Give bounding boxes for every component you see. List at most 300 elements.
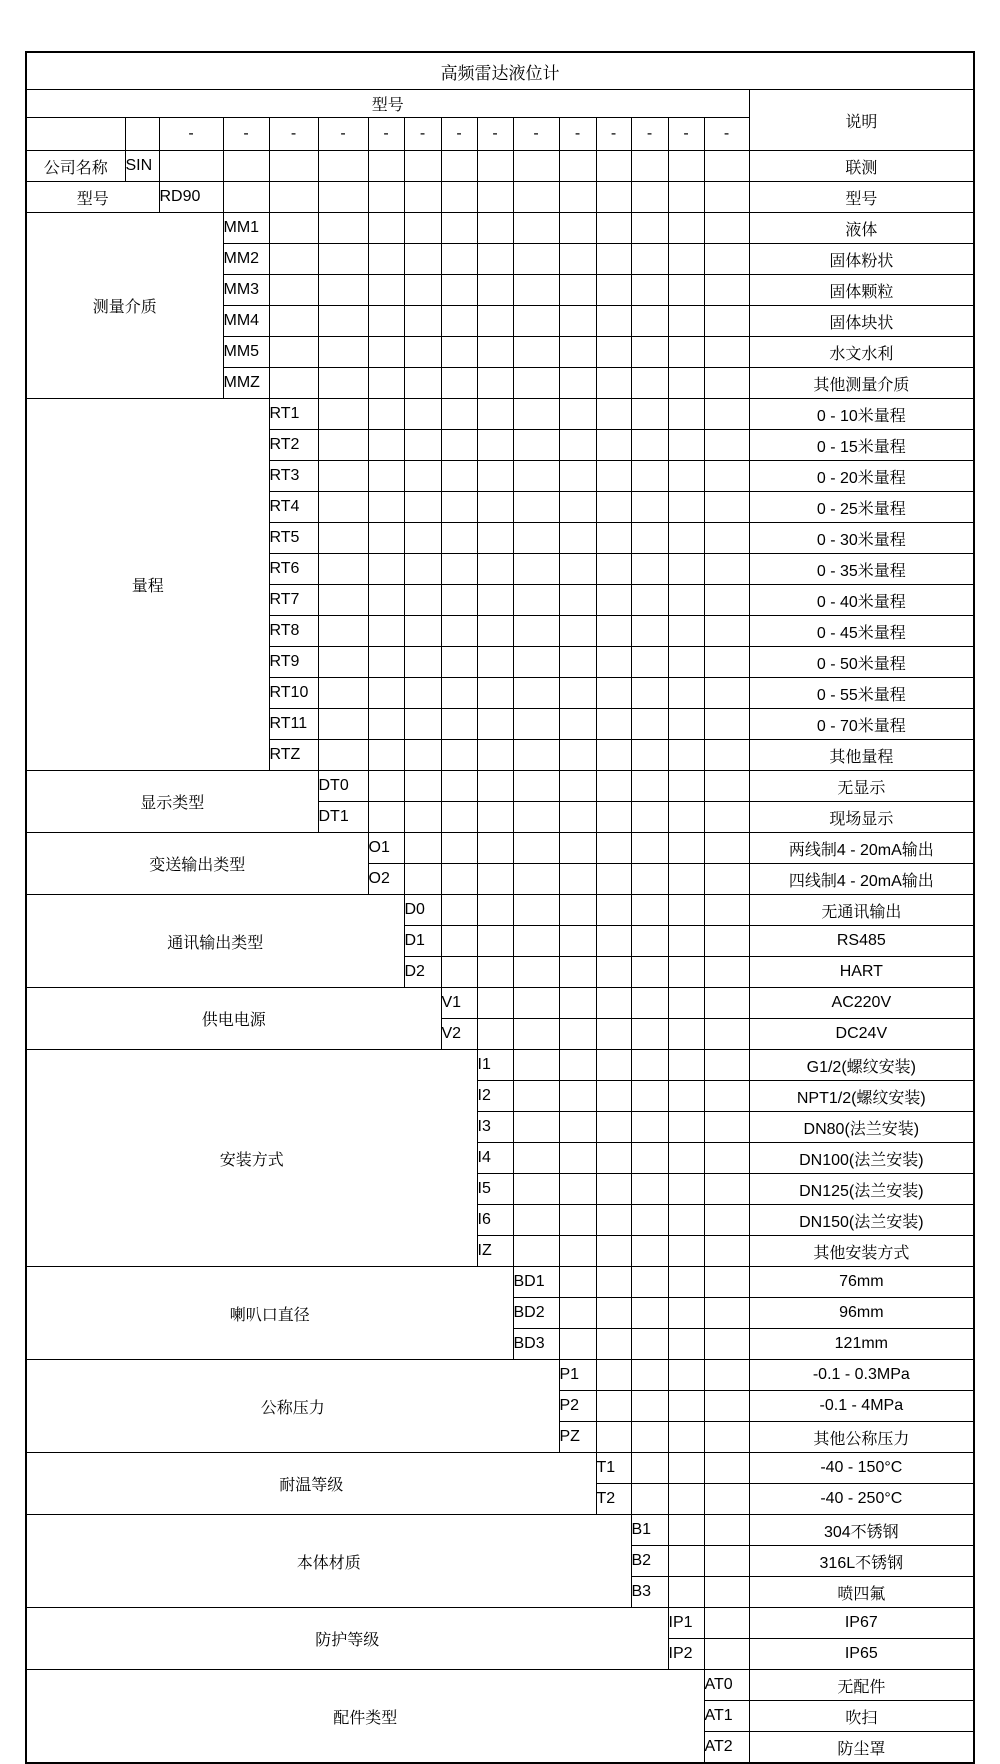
empty-cell: [318, 244, 368, 275]
empty-cell: [477, 833, 513, 864]
category-pressure: 公称压力: [26, 1360, 559, 1453]
empty-cell: [704, 1081, 749, 1112]
empty-cell: [368, 244, 404, 275]
empty-cell: [477, 554, 513, 585]
desc-cell-mm3: 固体颗粒: [749, 275, 974, 306]
code-cell-dt1: DT1: [318, 802, 368, 833]
empty-cell: [368, 461, 404, 492]
empty-cell: [513, 926, 559, 957]
empty-cell: [704, 1143, 749, 1174]
category-installation: 安装方式: [26, 1050, 477, 1267]
empty-cell: [631, 678, 668, 709]
empty-cell: [559, 492, 596, 523]
code-cell-i4: I4: [477, 1143, 513, 1174]
empty-cell: [704, 244, 749, 275]
empty-cell: [404, 306, 441, 337]
empty-cell: [596, 523, 631, 554]
empty-cell: [368, 740, 404, 771]
empty-cell: [269, 368, 318, 399]
empty-cell: [596, 1236, 631, 1267]
empty-cell: [559, 399, 596, 430]
empty-cell: [596, 275, 631, 306]
table-row: [26, 1360, 974, 1391]
empty-cell: [559, 368, 596, 399]
code-cell-at1: AT1: [704, 1701, 749, 1732]
empty-cell: [668, 1205, 704, 1236]
empty-cell: [596, 988, 631, 1019]
empty-cell: [631, 740, 668, 771]
empty-cell: [596, 678, 631, 709]
empty-cell: [477, 151, 513, 182]
empty-cell: [125, 118, 159, 151]
empty-cell: [704, 1267, 749, 1298]
empty-cell: [368, 802, 404, 833]
empty-cell: [318, 678, 368, 709]
desc-cell-t1: -40 - 150°C: [749, 1453, 974, 1484]
empty-cell: [668, 647, 704, 678]
empty-cell: [668, 151, 704, 182]
empty-cell: [368, 523, 404, 554]
empty-cell: [704, 988, 749, 1019]
empty-cell: [631, 1205, 668, 1236]
empty-cell: [596, 740, 631, 771]
code-cell-v1: V1: [441, 988, 477, 1019]
empty-cell: [441, 523, 477, 554]
empty-cell: [704, 1329, 749, 1360]
empty-cell: [513, 213, 559, 244]
empty-cell: [513, 306, 559, 337]
empty-cell: [596, 554, 631, 585]
code-cell-rt2: RT2: [269, 430, 318, 461]
empty-cell: [318, 585, 368, 616]
empty-cell: [668, 771, 704, 802]
empty-cell: [596, 1329, 631, 1360]
category-temperature: 耐温等级: [26, 1453, 596, 1515]
code-cell-i5: I5: [477, 1174, 513, 1205]
empty-cell: [441, 306, 477, 337]
desc-cell-i2: NPT1/2(螺纹安装): [749, 1081, 974, 1112]
empty-cell: [404, 244, 441, 275]
empty-cell: [704, 151, 749, 182]
code-cell-d1: D1: [404, 926, 441, 957]
empty-cell: [668, 957, 704, 988]
empty-cell: [441, 740, 477, 771]
empty-cell: [559, 709, 596, 740]
desc-cell-bd3: 121mm: [749, 1329, 974, 1360]
table-row: [26, 1050, 974, 1081]
empty-cell: [704, 1298, 749, 1329]
code-cell-mmz: MMZ: [223, 368, 269, 399]
empty-cell: [441, 430, 477, 461]
empty-cell: [318, 740, 368, 771]
desc-cell-b2: 316L不锈钢: [749, 1546, 974, 1577]
empty-cell: [704, 337, 749, 368]
empty-cell: [704, 1639, 749, 1670]
empty-cell: [631, 957, 668, 988]
empty-cell: [596, 709, 631, 740]
empty-cell: [318, 461, 368, 492]
empty-cell: [596, 1391, 631, 1422]
code-cell-b1: B1: [631, 1515, 668, 1546]
empty-cell: [631, 1143, 668, 1174]
empty-cell: [368, 337, 404, 368]
desc-cell-o2: 四线制4 - 20mA输出: [749, 864, 974, 895]
empty-cell: [596, 1174, 631, 1205]
empty-cell: [704, 1546, 749, 1577]
empty-cell: [477, 213, 513, 244]
empty-cell: [631, 182, 668, 213]
empty-cell: [704, 399, 749, 430]
desc-cell-i3: DN80(法兰安装): [749, 1112, 974, 1143]
empty-cell: [441, 585, 477, 616]
empty-cell: [513, 430, 559, 461]
empty-cell: [477, 709, 513, 740]
empty-cell: [668, 1515, 704, 1546]
desc-cell-rt7: 0 - 40米量程: [749, 585, 974, 616]
empty-cell: [631, 554, 668, 585]
empty-cell: [404, 709, 441, 740]
empty-cell: [318, 430, 368, 461]
code-cell-p2: P2: [559, 1391, 596, 1422]
empty-cell: [596, 616, 631, 647]
empty-cell: [477, 616, 513, 647]
empty-cell: [513, 1019, 559, 1050]
empty-cell: [596, 399, 631, 430]
desc-cell-rt5: 0 - 30米量程: [749, 523, 974, 554]
table-row: [26, 182, 974, 213]
code-cell-i2: I2: [477, 1081, 513, 1112]
empty-cell: [477, 802, 513, 833]
code-cell-t1: T1: [596, 1453, 631, 1484]
empty-cell: [404, 678, 441, 709]
dash-separator: -: [668, 118, 704, 151]
empty-cell: [404, 368, 441, 399]
empty-cell: [559, 1267, 596, 1298]
code-cell-iz: IZ: [477, 1236, 513, 1267]
empty-cell: [318, 554, 368, 585]
empty-cell: [631, 895, 668, 926]
empty-cell: [559, 988, 596, 1019]
empty-cell: [441, 895, 477, 926]
empty-cell: [404, 275, 441, 306]
empty-cell: [404, 182, 441, 213]
empty-cell: [704, 771, 749, 802]
empty-cell: [704, 368, 749, 399]
desc-cell-rt9: 0 - 50米量程: [749, 647, 974, 678]
empty-cell: [318, 709, 368, 740]
code-cell-rd90: RD90: [159, 182, 223, 213]
empty-cell: [631, 151, 668, 182]
empty-cell: [513, 1112, 559, 1143]
code-cell-p1: P1: [559, 1360, 596, 1391]
table-row: [26, 895, 974, 926]
empty-cell: [318, 368, 368, 399]
empty-cell: [631, 1267, 668, 1298]
empty-cell: [631, 616, 668, 647]
empty-cell: [477, 399, 513, 430]
code-cell-rt4: RT4: [269, 492, 318, 523]
empty-cell: [513, 647, 559, 678]
code-cell-at0: AT0: [704, 1670, 749, 1701]
category-display-type: 显示类型: [26, 771, 318, 833]
empty-cell: [668, 1391, 704, 1422]
empty-cell: [513, 1081, 559, 1112]
empty-cell: [704, 585, 749, 616]
empty-cell: [668, 1236, 704, 1267]
empty-cell: [368, 399, 404, 430]
empty-cell: [668, 678, 704, 709]
empty-cell: [559, 678, 596, 709]
empty-cell: [404, 554, 441, 585]
empty-cell: [559, 585, 596, 616]
empty-cell: [477, 740, 513, 771]
empty-cell: [704, 1608, 749, 1639]
empty-cell: [631, 1236, 668, 1267]
empty-cell: [559, 461, 596, 492]
desc-cell-v2: DC24V: [749, 1019, 974, 1050]
category-power-supply: 供电电源: [26, 988, 441, 1050]
empty-cell: [704, 1112, 749, 1143]
desc-cell-iz: 其他安装方式: [749, 1236, 974, 1267]
empty-cell: [513, 864, 559, 895]
category-medium: 测量介质: [26, 213, 223, 399]
empty-cell: [513, 678, 559, 709]
empty-cell: [668, 430, 704, 461]
empty-cell: [318, 616, 368, 647]
desc-cell-bd2: 96mm: [749, 1298, 974, 1329]
empty-cell: [559, 1329, 596, 1360]
empty-cell: [368, 678, 404, 709]
code-cell-rt3: RT3: [269, 461, 318, 492]
empty-cell: [441, 957, 477, 988]
desc-cell-i4: DN100(法兰安装): [749, 1143, 974, 1174]
empty-cell: [477, 957, 513, 988]
desc-cell-rtz: 其他量程: [749, 740, 974, 771]
empty-cell: [631, 1484, 668, 1515]
code-cell-rt6: RT6: [269, 554, 318, 585]
empty-cell: [631, 1112, 668, 1143]
empty-cell: [668, 1267, 704, 1298]
empty-cell: [368, 306, 404, 337]
model-selection-table: [25, 51, 975, 1764]
empty-cell: [596, 957, 631, 988]
empty-cell: [668, 833, 704, 864]
empty-cell: [441, 864, 477, 895]
code-cell-ip2: IP2: [668, 1639, 704, 1670]
empty-cell: [404, 647, 441, 678]
empty-cell: [596, 833, 631, 864]
empty-cell: [404, 399, 441, 430]
desc-cell-p1: -0.1 - 0.3MPa: [749, 1360, 974, 1391]
code-cell-rt5: RT5: [269, 523, 318, 554]
empty-cell: [513, 151, 559, 182]
empty-cell: [513, 1236, 559, 1267]
empty-cell: [668, 864, 704, 895]
empty-cell: [631, 988, 668, 1019]
empty-cell: [559, 616, 596, 647]
empty-cell: [441, 554, 477, 585]
empty-cell: [704, 182, 749, 213]
desc-cell-at2: 防尘罩: [749, 1732, 974, 1764]
desc-cell-rt4: 0 - 25米量程: [749, 492, 974, 523]
code-cell-o2: O2: [368, 864, 404, 895]
empty-cell: [704, 492, 749, 523]
desc-cell-mm4: 固体块状: [749, 306, 974, 337]
empty-cell: [631, 1019, 668, 1050]
desc-cell-dt0: 无显示: [749, 771, 974, 802]
empty-cell: [559, 151, 596, 182]
empty-cell: [704, 1360, 749, 1391]
empty-cell: [704, 1174, 749, 1205]
empty-cell: [223, 151, 269, 182]
empty-cell: [368, 275, 404, 306]
empty-cell: [404, 213, 441, 244]
empty-cell: [513, 988, 559, 1019]
empty-cell: [477, 244, 513, 275]
empty-cell: [513, 275, 559, 306]
code-cell-bd3: BD3: [513, 1329, 559, 1360]
empty-cell: [704, 740, 749, 771]
empty-cell: [269, 151, 318, 182]
desc-cell-dt1: 现场显示: [749, 802, 974, 833]
empty-cell: [668, 1453, 704, 1484]
empty-cell: [668, 492, 704, 523]
empty-cell: [368, 616, 404, 647]
empty-cell: [704, 709, 749, 740]
empty-cell: [441, 926, 477, 957]
empty-cell: [559, 1019, 596, 1050]
empty-cell: [477, 492, 513, 523]
empty-cell: [513, 616, 559, 647]
category-comm-output: 通讯输出类型: [26, 895, 404, 988]
empty-cell: [596, 1050, 631, 1081]
empty-cell: [559, 833, 596, 864]
empty-cell: [668, 1143, 704, 1174]
empty-cell: [477, 864, 513, 895]
code-cell-mm1: MM1: [223, 213, 269, 244]
empty-cell: [668, 275, 704, 306]
empty-cell: [513, 1143, 559, 1174]
page-title: 高频雷达液位计: [26, 52, 974, 90]
empty-cell: [441, 151, 477, 182]
desc-cell-mmz: 其他测量介质: [749, 368, 974, 399]
empty-cell: [368, 368, 404, 399]
empty-cell: [596, 926, 631, 957]
empty-cell: [596, 461, 631, 492]
empty-cell: [404, 461, 441, 492]
code-cell-b3: B3: [631, 1577, 668, 1608]
empty-cell: [631, 244, 668, 275]
code-cell-mm2: MM2: [223, 244, 269, 275]
empty-cell: [596, 368, 631, 399]
desc-cell-t2: -40 - 250°C: [749, 1484, 974, 1515]
empty-cell: [704, 306, 749, 337]
empty-cell: [704, 1236, 749, 1267]
desc-cell-ip2: IP65: [749, 1639, 974, 1670]
empty-cell: [704, 1577, 749, 1608]
desc-cell-rt1: 0 - 10米量程: [749, 399, 974, 430]
empty-cell: [441, 213, 477, 244]
empty-cell: [668, 1112, 704, 1143]
category-model: 型号: [26, 182, 159, 213]
desc-cell-i6: DN150(法兰安装): [749, 1205, 974, 1236]
table-row: [26, 399, 974, 430]
code-cell-dt0: DT0: [318, 771, 368, 802]
desc-cell-rt10: 0 - 55米量程: [749, 678, 974, 709]
empty-cell: [631, 1329, 668, 1360]
empty-cell: [513, 337, 559, 368]
empty-cell: [668, 1546, 704, 1577]
desc-cell-pz: 其他公称压力: [749, 1422, 974, 1453]
empty-cell: [668, 740, 704, 771]
empty-cell: [596, 1298, 631, 1329]
empty-cell: [631, 1050, 668, 1081]
empty-cell: [559, 1174, 596, 1205]
code-cell-d0: D0: [404, 895, 441, 926]
empty-cell: [704, 1484, 749, 1515]
empty-cell: [318, 213, 368, 244]
empty-cell: [704, 616, 749, 647]
table-row: [26, 988, 974, 1019]
empty-cell: [631, 709, 668, 740]
empty-cell: [404, 337, 441, 368]
empty-cell: [318, 523, 368, 554]
empty-cell: [318, 337, 368, 368]
empty-cell: [404, 864, 441, 895]
code-cell-pz: PZ: [559, 1422, 596, 1453]
empty-cell: [704, 926, 749, 957]
empty-cell: [668, 368, 704, 399]
empty-cell: [704, 647, 749, 678]
desc-cell-rt11: 0 - 70米量程: [749, 709, 974, 740]
empty-cell: [559, 1081, 596, 1112]
empty-cell: [596, 1360, 631, 1391]
empty-cell: [441, 399, 477, 430]
empty-cell: [668, 585, 704, 616]
empty-cell: [668, 182, 704, 213]
empty-cell: [596, 213, 631, 244]
empty-cell: [513, 802, 559, 833]
empty-cell: [368, 213, 404, 244]
empty-cell: [668, 1298, 704, 1329]
empty-cell: [668, 1577, 704, 1608]
empty-cell: [513, 368, 559, 399]
desc-cell-at1: 吹扫: [749, 1701, 974, 1732]
empty-cell: [441, 337, 477, 368]
empty-cell: [477, 771, 513, 802]
empty-cell: [477, 585, 513, 616]
empty-cell: [477, 337, 513, 368]
empty-cell: [631, 1081, 668, 1112]
empty-cell: [631, 523, 668, 554]
empty-cell: [318, 399, 368, 430]
empty-cell: [631, 306, 668, 337]
desc-cell-i1: G1/2(螺纹安装): [749, 1050, 974, 1081]
empty-cell: [559, 1112, 596, 1143]
empty-cell: [596, 151, 631, 182]
empty-cell: [559, 895, 596, 926]
empty-cell: [559, 1298, 596, 1329]
empty-cell: [404, 430, 441, 461]
desc-cell-rt8: 0 - 45米量程: [749, 616, 974, 647]
empty-cell: [513, 957, 559, 988]
empty-cell: [318, 647, 368, 678]
empty-cell: [404, 585, 441, 616]
empty-cell: [318, 151, 368, 182]
empty-cell: [477, 306, 513, 337]
empty-cell: [596, 771, 631, 802]
empty-cell: [441, 647, 477, 678]
